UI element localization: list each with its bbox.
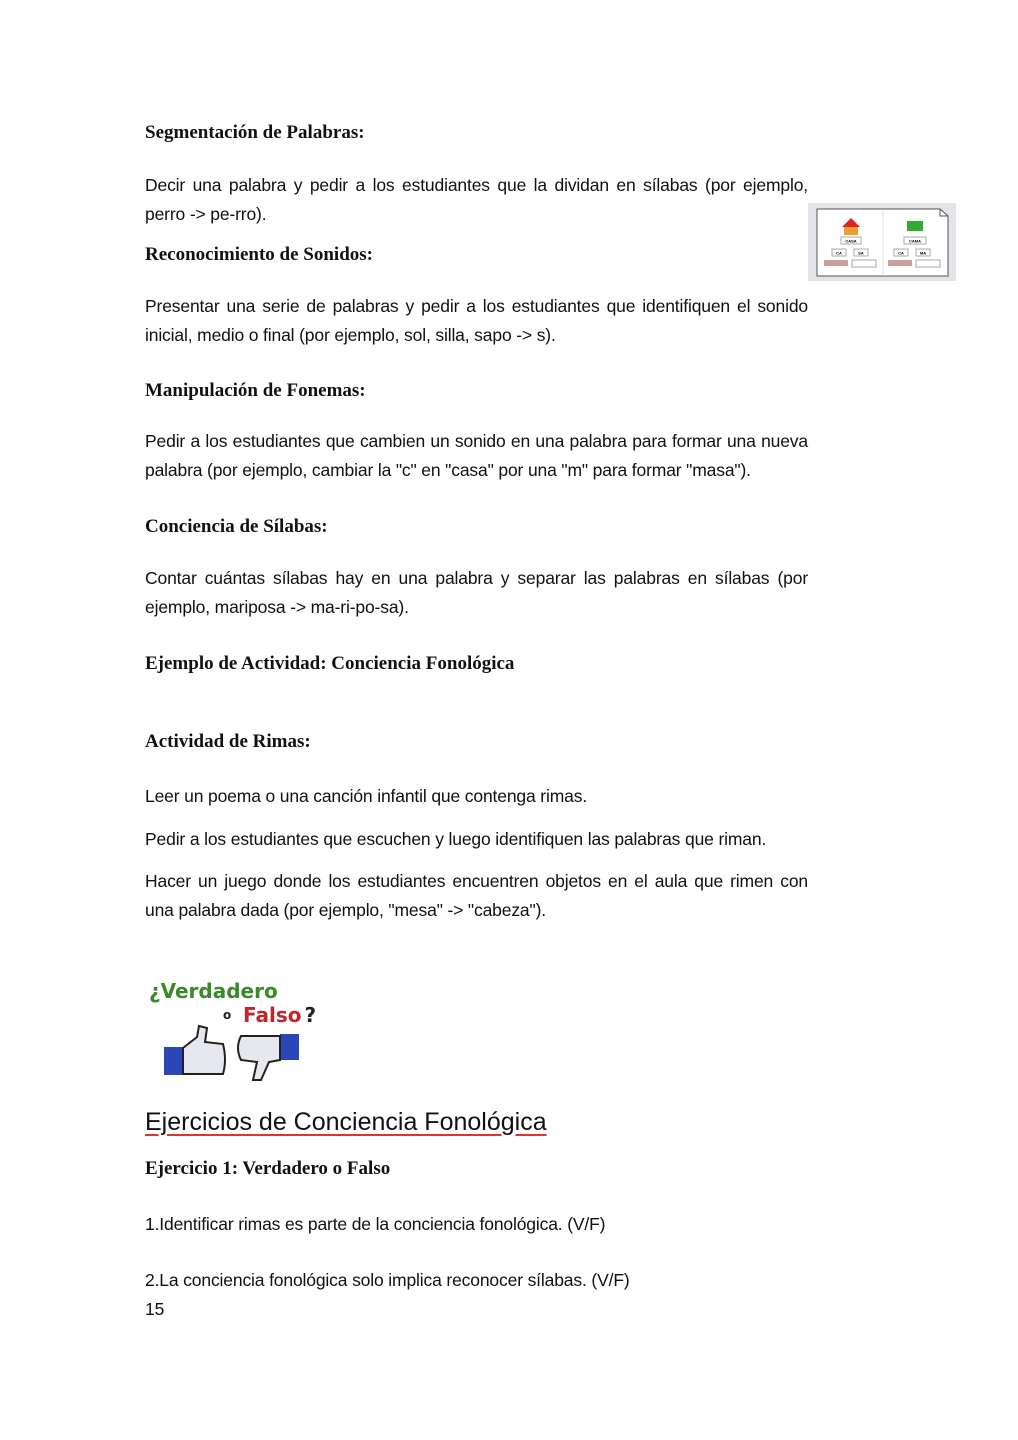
verdadero-falso-image	[145, 974, 335, 1086]
word-label: CASA	[845, 238, 857, 244]
activity-item: Pedir a los estudiantes que escuchen y luego identifiquen las palabras que riman.	[145, 828, 767, 849]
exercises-title: Ejercicios de Conciencia Fonológica	[145, 1108, 547, 1136]
falso-text: Falso	[243, 1003, 302, 1027]
heading-ejemplo: Ejemplo de Actividad: Conciencia Fonológica	[145, 653, 515, 674]
svg-text:Falso?	[243, 1003, 316, 1027]
paragraph-manipulacion: Pedir a los estudiantes que cambien un sonido en una palabra para formar una nueva palabra (por ejemplo, cambiar la "c" en "casa" por una "m" para formar "masa").	[145, 431, 808, 480]
thumbs-down-icon	[238, 1034, 299, 1080]
syllable-label: MA	[919, 250, 927, 256]
paragraph-reconocimiento: Presentar una serie de palabras y pedir a los estudiantes que identifiquen el sonido inicial, medio o final (por ejemplo, sol, silla, sapo -> s).	[145, 296, 808, 345]
syllable-diagram-image	[808, 203, 956, 281]
question-mark-text: ?	[304, 1003, 317, 1027]
paragraph-segmentacion: Decir una palabra y pedir a los estudiantes que la dividan en sílabas (por ejemplo, perro -> pe-rro).	[145, 175, 808, 224]
bed-icon	[907, 221, 923, 231]
heading-manipulacion: Manipulación de Fonemas:	[145, 380, 366, 401]
thumbs-up-icon	[164, 1026, 225, 1075]
page-number: 15	[145, 1299, 165, 1319]
heading-reconocimiento: Reconocimiento de Sonidos:	[145, 244, 373, 265]
syllable-label: CA	[898, 250, 904, 256]
heading-ejercicio-1: Ejercicio 1: Verdadero o Falso	[145, 1158, 391, 1179]
heading-actividad-rimas: Actividad de Rimas:	[145, 731, 311, 752]
heading-segmentacion: Segmentación de Palabras:	[145, 122, 365, 143]
activity-item: Hacer un juego donde los estudiantes encuentren objetos en el aula que rimen con una palabra dada (por ejemplo, "mesa" -> "cabeza").	[145, 871, 808, 920]
activity-item: Leer un poema o una canción infantil que contenga rimas.	[145, 786, 588, 806]
paragraph-silabas: Contar cuántas sílabas hay en una palabra y separar las palabras en sílabas (por ejemplo, mariposa -> ma-ri-po-sa).	[145, 568, 808, 617]
word-label: CAMA	[909, 238, 921, 244]
verdadero-text: ¿Verdadero	[149, 979, 278, 1003]
syllable-label: SA	[858, 250, 864, 256]
question-item: 1.Identificar rimas es parte de la conciencia fonológica. (V/F)	[145, 1214, 606, 1234]
heading-silabas: Conciencia de Sílabas:	[145, 516, 328, 537]
syllable-label: CA	[836, 250, 842, 256]
o-text: o	[223, 1008, 232, 1022]
question-item: 2.La conciencia fonológica solo implica reconocer sílabas. (V/F)	[145, 1269, 630, 1290]
